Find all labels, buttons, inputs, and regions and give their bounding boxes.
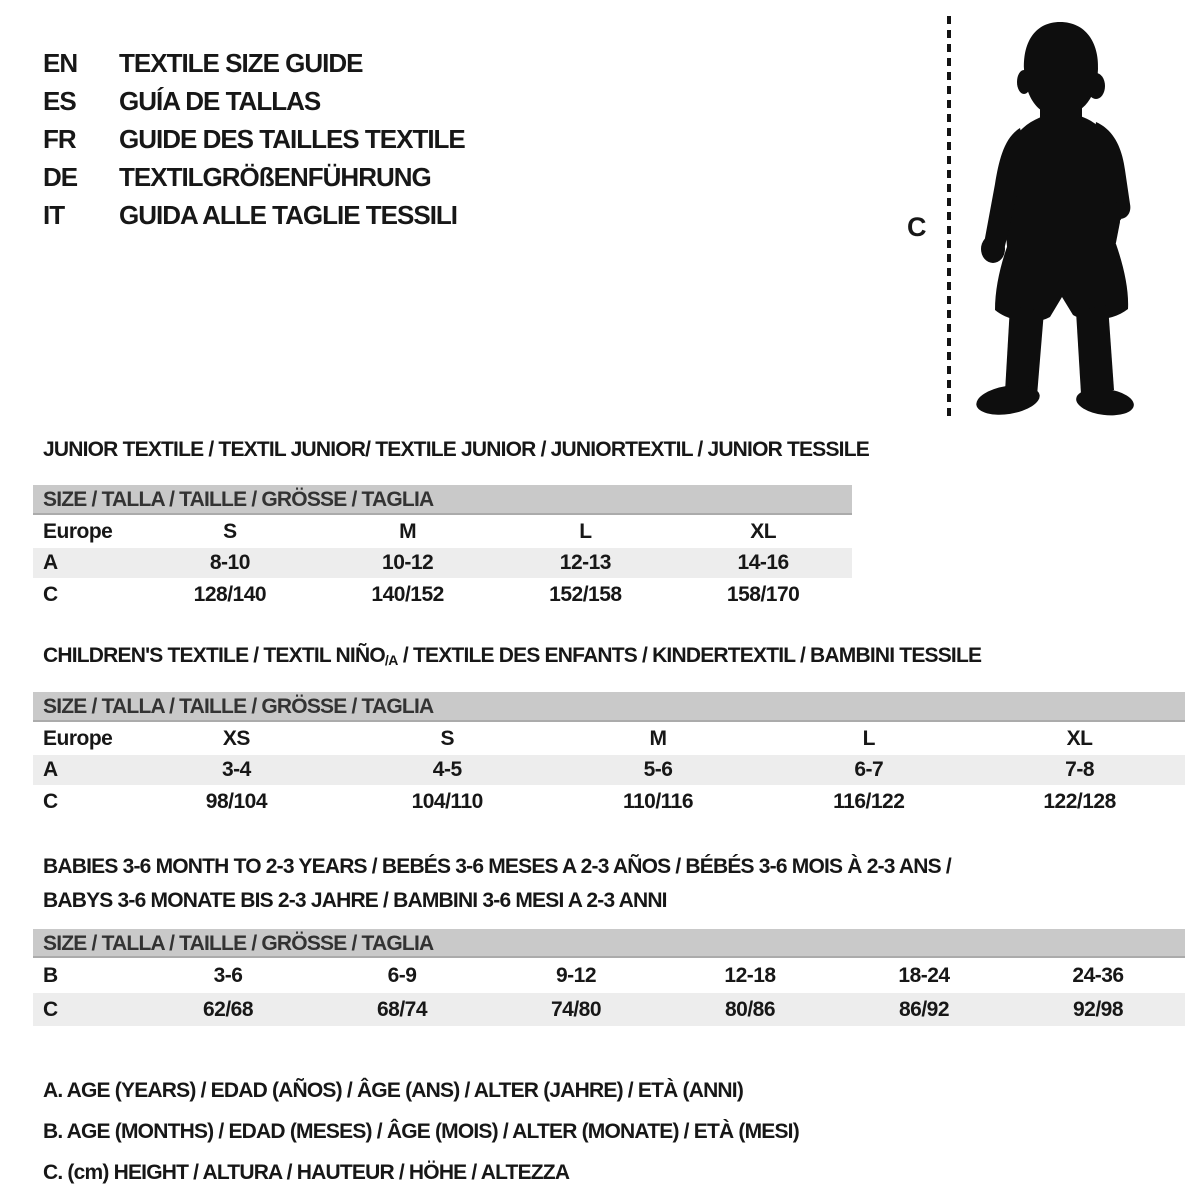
size-column-header: XL [750, 519, 777, 543]
size-value-cell: 152/158 [549, 582, 622, 606]
height-dimension-dashed-line [947, 16, 951, 418]
size-value-cell: 116/122 [833, 789, 905, 813]
children-title-part1: CHILDREN'S TEXTILE / TEXTIL NIÑO [43, 644, 385, 667]
size-column-header: Europe [43, 726, 113, 750]
size-value-cell: 110/116 [622, 789, 694, 813]
junior-section-title: JUNIOR TEXTILE / TEXTIL JUNIOR/ TEXTILE JUNIOR / JUNIORTEXTIL / JUNIOR TESSILE [43, 438, 869, 461]
size-value-cell: 74/80 [489, 993, 663, 1026]
language-code: EN [43, 47, 78, 78]
language-code: ES [43, 85, 76, 116]
language-row [43, 158, 465, 196]
size-label-band: SIZE / TALLA / TAILLE / GRÖSSE / TAGLIA [33, 692, 1185, 722]
size-value-cell: 92/98 [1011, 993, 1185, 1026]
babies-section-title [43, 850, 951, 918]
size-value-cell: 12-13 [497, 548, 675, 578]
size-column-header: XS [222, 726, 250, 750]
junior-size-table [33, 485, 852, 611]
size-value-cell: 18-24 [898, 963, 950, 987]
size-value-cell: 24-36 [1072, 963, 1124, 987]
size-value-cell: 12-18 [724, 963, 776, 987]
size-column-header: M [399, 519, 417, 543]
size-value-cell: 86/92 [837, 993, 1011, 1026]
size-value-cell: 158/170 [726, 582, 800, 606]
babies-title-line2: BABYS 3-6 MONATE BIS 2-3 JAHRE / BAMBINI 3-6 MESI A 2-3 ANNI [43, 889, 667, 912]
babies-size-table [33, 929, 1185, 1026]
guide-title-it: GUIDA ALLE TAGLIE TESSILI [119, 199, 458, 230]
guide-title-de: TEXTILGRÖßENFÜHRUNG [119, 161, 431, 192]
table-row-label: C [43, 582, 58, 606]
table-row-label: C [43, 789, 58, 813]
children-section-title [43, 644, 981, 668]
size-column-header: L [862, 726, 875, 750]
size-value-cell: 6-7 [763, 755, 974, 785]
size-value-cell: 3-6 [213, 963, 243, 987]
size-column-header: M [649, 726, 667, 750]
size-value-cell: 7-8 [974, 755, 1185, 785]
language-row [43, 196, 465, 234]
language-title-block [43, 44, 465, 234]
table-row-label: A [33, 548, 141, 578]
size-value-cell: 8-10 [141, 548, 319, 578]
size-value-cell: 140/152 [371, 582, 444, 606]
babies-title-line1: BABIES 3-6 MONTH TO 2-3 YEARS / BEBÉS 3-6 MESES A 2-3 AÑOS / BÉBÉS 3-6 MOIS À 2-3 ANS / [43, 855, 951, 878]
size-value-cell: 122/128 [1043, 789, 1116, 813]
guide-title-fr: GUIDE DES TAILLES TEXTILE [119, 123, 465, 154]
size-value-cell: 10-12 [319, 548, 497, 578]
size-column-header: S [223, 519, 237, 543]
size-value-cell: 128/140 [193, 582, 267, 606]
size-value-cell: 68/74 [315, 993, 489, 1026]
table-row-label: C [33, 993, 141, 1026]
language-row [43, 44, 465, 82]
size-value-cell: 3-4 [131, 755, 342, 785]
children-size-table [33, 692, 1185, 818]
guide-title-es: GUÍA DE TALLAS [119, 85, 321, 116]
language-code: DE [43, 161, 78, 192]
size-value-cell: 104/110 [411, 789, 483, 813]
table-row-label: B [43, 963, 58, 987]
language-code: FR [43, 123, 76, 154]
legend-line-c: C. (cm) HEIGHT / ALTURA / HAUTEUR / HÖHE / ALTEZZA [43, 1161, 570, 1184]
language-row [43, 120, 465, 158]
children-title-subscript: /A [384, 652, 398, 668]
height-c-label: C [907, 212, 927, 242]
children-title-part2: / TEXTILE DES ENFANTS / KINDERTEXTIL / BAMBINI TESSILE [402, 644, 982, 667]
size-value-cell: 6-9 [387, 963, 417, 987]
size-label-band: SIZE / TALLA / TAILLE / GRÖSSE / TAGLIA [33, 485, 852, 515]
size-value-cell: 14-16 [674, 548, 852, 578]
size-value-cell: 4-5 [342, 755, 553, 785]
measurement-legend [43, 1070, 799, 1193]
guide-title-en: TEXTILE SIZE GUIDE [119, 47, 363, 78]
language-code: IT [43, 199, 65, 230]
size-column-header: S [440, 726, 454, 750]
legend-line-b: B. AGE (MONTHS) / EDAD (MESES) / ÂGE (MOIS) / ALTER (MONATE) / ETÀ (MESI) [43, 1120, 799, 1143]
legend-line-a: A. AGE (YEARS) / EDAD (AÑOS) / ÂGE (ANS) / ALTER (JAHRE) / ETÀ (ANNI) [43, 1079, 744, 1102]
table-row-label: A [33, 755, 131, 785]
size-column-header: L [579, 519, 592, 543]
size-value-cell: 98/104 [205, 789, 268, 813]
size-label-band: SIZE / TALLA / TAILLE / GRÖSSE / TAGLIA [33, 929, 1185, 958]
size-value-cell: 5-6 [553, 755, 764, 785]
language-row [43, 82, 465, 120]
size-column-header: Europe [43, 519, 113, 543]
toddler-silhouette-svg [958, 16, 1148, 422]
size-value-cell: 9-12 [555, 963, 597, 987]
size-value-cell: 62/68 [141, 993, 315, 1026]
size-column-header: XL [1066, 726, 1093, 750]
toddler-silhouette-icon [958, 16, 1148, 422]
size-value-cell: 80/86 [663, 993, 837, 1026]
